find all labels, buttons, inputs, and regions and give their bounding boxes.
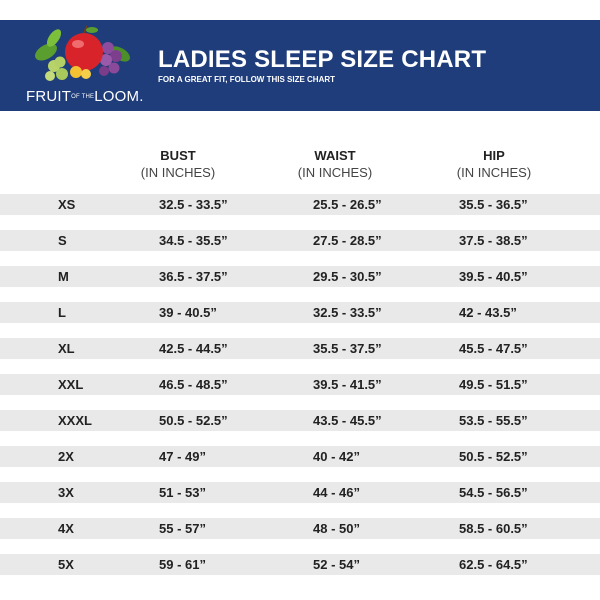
header-banner	[0, 20, 600, 111]
size-label: 5X	[58, 557, 74, 572]
bust-value: 36.5 - 37.5”	[159, 269, 228, 284]
table-row	[0, 554, 600, 575]
page-subtitle: FOR A GREAT FIT, FOLLOW THIS SIZE CHART	[158, 75, 336, 84]
page-title: LADIES SLEEP SIZE CHART	[158, 46, 487, 73]
bust-value: 51 - 53”	[159, 485, 206, 500]
bust-value: 50.5 - 52.5”	[159, 413, 228, 428]
fruit-cluster-icon	[32, 24, 132, 86]
size-label: XXL	[58, 377, 84, 392]
column-header-waist	[265, 148, 405, 180]
table-row	[0, 518, 600, 539]
bust-value: 47 - 49”	[159, 449, 206, 464]
hip-value: 50.5 - 52.5”	[459, 449, 528, 464]
table-row	[0, 410, 600, 431]
bust-value: 39 - 40.5”	[159, 305, 217, 320]
table-row	[0, 230, 600, 251]
bust-value: 32.5 - 33.5”	[159, 197, 228, 212]
hip-value: 37.5 - 38.5”	[459, 233, 528, 248]
table-row	[0, 194, 600, 215]
brand-wordmark: FRUITOF THELOOM.	[26, 88, 144, 105]
table-row	[0, 482, 600, 503]
column-name: BUST	[160, 148, 196, 163]
hip-value: 45.5 - 47.5”	[459, 341, 528, 356]
bust-value: 55 - 57”	[159, 521, 206, 536]
hip-value: 53.5 - 55.5”	[459, 413, 528, 428]
bust-value: 34.5 - 35.5”	[159, 233, 228, 248]
waist-value: 27.5 - 28.5”	[313, 233, 382, 248]
hip-value: 58.5 - 60.5”	[459, 521, 528, 536]
waist-value: 35.5 - 37.5”	[313, 341, 382, 356]
hip-value: 42 - 43.5”	[459, 305, 517, 320]
size-label: M	[58, 269, 69, 284]
table-row	[0, 302, 600, 323]
hip-value: 62.5 - 64.5”	[459, 557, 528, 572]
bust-value: 42.5 - 44.5”	[159, 341, 228, 356]
bust-value: 59 - 61”	[159, 557, 206, 572]
size-label: XS	[58, 197, 76, 212]
waist-value: 32.5 - 33.5”	[313, 305, 382, 320]
table-row	[0, 446, 600, 467]
waist-value: 43.5 - 45.5”	[313, 413, 382, 428]
fruit-of-the-loom-logo	[24, 24, 144, 108]
waist-value: 40 - 42”	[313, 449, 360, 464]
waist-value: 29.5 - 30.5”	[313, 269, 382, 284]
waist-value: 48 - 50”	[313, 521, 360, 536]
bust-value: 46.5 - 48.5”	[159, 377, 228, 392]
waist-value: 39.5 - 41.5”	[313, 377, 382, 392]
column-name: HIP	[483, 148, 505, 163]
column-name: WAIST	[314, 148, 356, 163]
waist-value: 25.5 - 26.5”	[313, 197, 382, 212]
size-label: S	[58, 233, 67, 248]
hip-value: 39.5 - 40.5”	[459, 269, 528, 284]
column-unit: (IN INCHES)	[140, 165, 216, 180]
size-label: 2X	[58, 449, 74, 464]
hip-value: 35.5 - 36.5”	[459, 197, 528, 212]
waist-value: 52 - 54”	[313, 557, 360, 572]
column-header-hip	[424, 148, 564, 180]
column-unit: (IN INCHES)	[297, 165, 373, 180]
table-row	[0, 266, 600, 287]
size-label: 4X	[58, 521, 74, 536]
column-unit: (IN INCHES)	[456, 165, 532, 180]
hip-value: 54.5 - 56.5”	[459, 485, 528, 500]
table-row	[0, 374, 600, 395]
hip-value: 49.5 - 51.5”	[459, 377, 528, 392]
table-row	[0, 338, 600, 359]
size-label: XL	[58, 341, 75, 356]
waist-value: 44 - 46”	[313, 485, 360, 500]
size-label: L	[58, 305, 66, 320]
size-label: 3X	[58, 485, 74, 500]
column-header-bust	[108, 148, 248, 180]
size-label: XXXL	[58, 413, 92, 428]
